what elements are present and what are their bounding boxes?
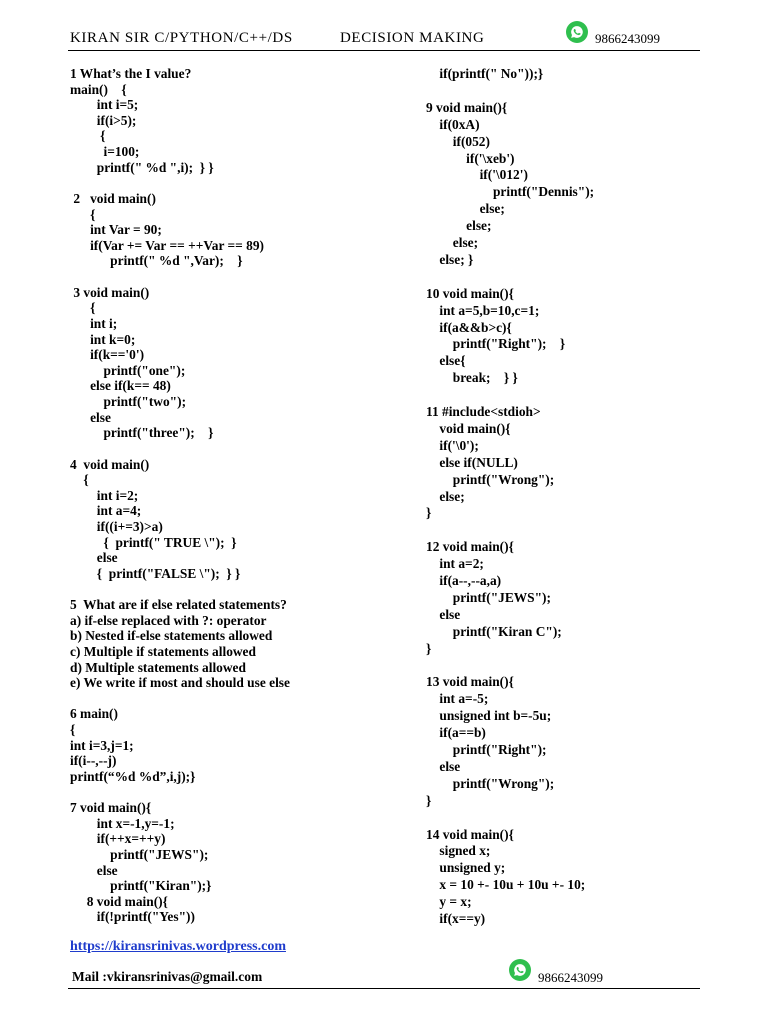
code-line: else; [426,218,492,234]
code-line: printf(" %d ",Var); } [70,253,243,269]
code-line: b) Nested if-else statements allowed [70,628,273,644]
code-line: printf("one"); [70,362,186,378]
left-code-column [70,66,410,946]
code-line: else; [426,235,479,250]
code-line: 7 void main(){ [70,800,152,816]
code-line: int Var = 90; [70,222,162,238]
code-line: printf("JEWS"); [426,589,551,605]
code-line: 2 void main() [70,190,156,206]
code-line: else if(k== 48) [70,378,171,394]
whatsapp-icon [509,959,531,981]
code-line: if(!printf("Yes")) [70,909,195,925]
code-line: if(i--,--j) [70,753,117,769]
code-line: } [426,792,432,808]
code-line: } [426,640,432,656]
code-line: 8 void main(){ [70,893,168,909]
code-line: unsigned int b=-5u; [426,708,552,724]
code-line: { [70,128,106,144]
code-line: printf("Dennis"); [426,184,595,200]
code-line: i=100; [70,144,140,160]
code-line: printf("Kiran C"); [426,623,562,639]
code-line: int x=-1,y=-1; [70,815,175,831]
code-line: else [70,550,118,566]
code-line: else [426,758,461,774]
code-line: if(a==b) [426,725,486,741]
code-line: printf(“%d %d”,i,j);} [70,768,196,784]
code-line: int i=5; [70,97,139,113]
code-line: 6 main() [70,706,118,722]
code-line: d) Multiple statements allowed [70,659,246,675]
code-line: if('\xeb') [426,150,515,166]
code-line: printf("Wrong"); [426,471,555,487]
code-line: { [70,206,96,222]
page-footer [68,968,700,989]
code-line: 5 What are if else related statements? [70,597,287,613]
code-line: if(0xA) [426,116,480,132]
code-line: if('\0'); [426,437,479,453]
code-line: int a=2; [426,556,484,572]
code-line: { [70,300,96,316]
header-title: KIRAN SIR C/PYTHON/C++/DS [70,30,293,46]
code-line: else; } [426,251,474,267]
code-line: int i; [70,315,118,331]
code-line: c) Multiple if statements allowed [70,643,256,659]
code-line: 14 void main(){ [426,826,514,842]
right-code-column [426,66,726,926]
code-line: if('\012') [426,167,528,183]
code-line: 3 void main() [70,284,150,300]
code-line: 9 void main(){ [426,99,508,115]
website-link[interactable]: https://kiransrinivas.wordpress.com [70,939,286,954]
code-line: if(printf(" No"));} [426,66,544,81]
code-line: else; [426,488,465,504]
code-line: else; [426,201,505,217]
code-line: int a=-5; [426,691,489,707]
code-line: printf("JEWS"); [70,847,209,862]
code-line: { printf("FALSE \"); } } [70,565,241,581]
code-line: if(x==y) [426,911,486,926]
footer-mail: Mail :vkiransrinivas@gmail.com [72,969,263,984]
code-line: int k=0; [70,331,136,347]
code-line: else if(NULL) [426,454,518,470]
code-line: printf("Right"); [426,742,547,757]
code-line: printf("Wrong"); [426,775,555,791]
code-line: 10 void main(){ [426,285,514,301]
code-line: unsigned y; [426,860,506,876]
code-line: if(a&&b>c){ [426,319,512,335]
code-line: 13 void main(){ [426,674,514,690]
code-line: int a=4; [70,503,142,519]
code-line: { [70,722,76,738]
code-line: else [70,409,111,425]
whatsapp-icon [566,21,588,43]
footer-phone: 9866243099 [538,970,603,985]
code-line: x = 10 +- 10u + 10u +- 10; [426,877,586,893]
code-line: a) if-else replaced with ?: operator [70,612,267,628]
code-line: signed x; [426,843,491,859]
code-line: 1 What’s the I value? [70,66,192,81]
code-line: int i=2; [70,487,139,503]
code-line: if(a--,--a,a) [426,573,502,588]
code-line: printf("Right"); } [426,336,566,352]
code-line: { [70,472,89,488]
code-line: 4 void main() [70,456,150,472]
code-line: printf("two"); [70,394,187,410]
header-topic: DECISION MAKING [340,30,485,46]
code-line: else [426,606,461,622]
code-line: { printf(" TRUE \"); } [70,534,237,550]
code-line: void main(){ [426,420,511,436]
header-phone: 9866243099 [595,31,660,46]
code-line: if(052) [426,133,490,149]
code-line: y = x; [426,894,472,910]
code-line: if(i>5); [70,112,137,128]
code-line: if((i+=3)>a) [70,518,163,534]
code-line: if(k=='0') [70,347,145,363]
code-line: } [426,505,432,521]
code-line: main() { [70,81,127,97]
code-line: break; } } [426,370,518,386]
code-line: printf(" %d ",i); } } [70,159,214,175]
code-line: e) We write if most and should use else [70,675,290,691]
code-line: printf("three"); } [70,425,214,441]
code-line: 11 #include<stdioh> [426,404,541,419]
code-line: 12 void main(){ [426,539,514,555]
code-line: else{ [426,353,466,369]
code-line: int a=5,b=10,c=1; [426,302,540,318]
code-line: if(Var += Var == ++Var == 89) [70,237,264,253]
code-line: int i=3,j=1; [70,737,134,753]
code-line: else [70,862,118,878]
code-line: printf("Kiran");} [70,878,212,894]
code-line: if(++x=++y) [70,831,166,847]
